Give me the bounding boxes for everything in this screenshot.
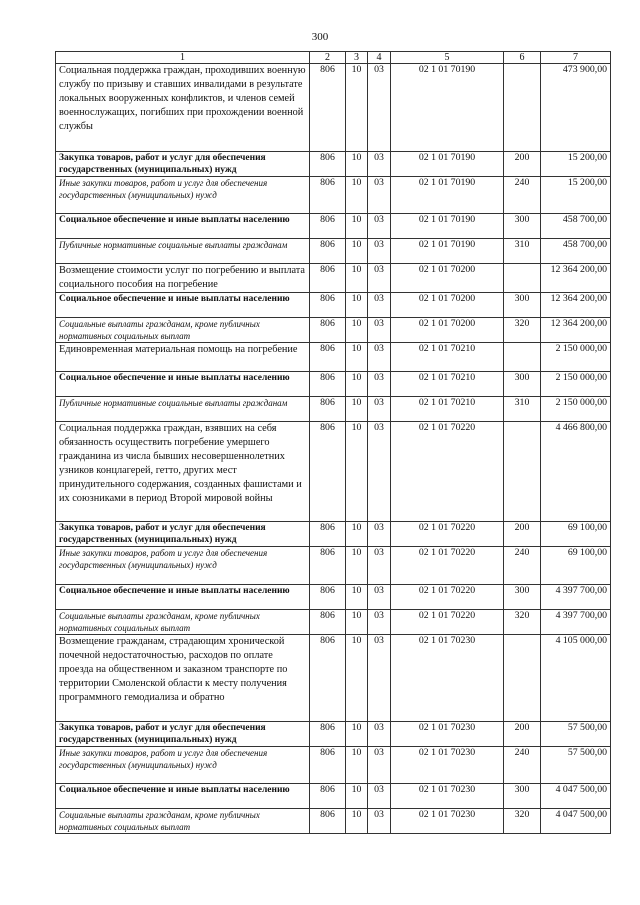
expense-type-cell — [504, 264, 541, 293]
section-cell: 10 — [346, 547, 368, 585]
subsection-cell: 03 — [368, 635, 391, 722]
expense-type-cell — [504, 422, 541, 522]
section-cell: 10 — [346, 809, 368, 834]
admin-code-cell: 806 — [310, 784, 346, 809]
amount-cell: 57 500,00 — [541, 747, 611, 784]
section-cell: 10 — [346, 784, 368, 809]
section-cell: 10 — [346, 264, 368, 293]
table-row — [56, 239, 611, 264]
target-article-cell: 02 1 01 70190 — [391, 214, 504, 239]
row-name-cell: Социальные выплаты гражданам, кроме публичных нормативных социальных выплат — [56, 809, 310, 834]
subsection-cell: 03 — [368, 177, 391, 214]
admin-code-cell: 806 — [310, 547, 346, 585]
amount-cell: 12 364 200,00 — [541, 264, 611, 293]
target-article-cell: 02 1 01 70190 — [391, 177, 504, 214]
admin-code-cell: 806 — [310, 747, 346, 784]
column-header: 7 — [541, 52, 611, 64]
table-row — [56, 722, 611, 747]
target-article-cell: 02 1 01 70210 — [391, 343, 504, 372]
admin-code-cell: 806 — [310, 64, 346, 152]
admin-code-cell: 806 — [310, 610, 346, 635]
subsection-cell: 03 — [368, 722, 391, 747]
column-header: 2 — [310, 52, 346, 64]
table-row — [56, 152, 611, 177]
page-number: 300 — [311, 31, 329, 43]
target-article-cell: 02 1 01 70190 — [391, 152, 504, 177]
table-row — [56, 547, 611, 585]
table-row — [56, 809, 611, 834]
row-name-cell: Закупка товаров, работ и услуг для обеспечения государственных (муниципальных) нужд — [56, 152, 310, 177]
amount-cell: 4 397 700,00 — [541, 610, 611, 635]
expense-type-cell: 200 — [504, 522, 541, 547]
column-header: 4 — [368, 52, 391, 64]
section-cell: 10 — [346, 522, 368, 547]
subsection-cell: 03 — [368, 522, 391, 547]
table-row — [56, 610, 611, 635]
table-body — [56, 64, 611, 834]
expense-type-cell: 200 — [504, 722, 541, 747]
header-row — [56, 52, 611, 64]
amount-cell: 57 500,00 — [541, 722, 611, 747]
section-cell: 10 — [346, 293, 368, 318]
amount-cell: 458 700,00 — [541, 239, 611, 264]
column-header: 5 — [391, 52, 504, 64]
subsection-cell: 03 — [368, 372, 391, 397]
admin-code-cell: 806 — [310, 177, 346, 214]
admin-code-cell: 806 — [310, 635, 346, 722]
section-cell: 10 — [346, 177, 368, 214]
row-name-cell: Социальная поддержка граждан, взявших на себя обязанность осуществить погребение умершего гражданина из числа бывших несовершеннолетних узников концлагерей, гетто, других мест принудительного содержания, созданных фашистами и их союзниками в период Второй мировой войны — [56, 422, 310, 522]
amount-cell: 4 466 800,00 — [541, 422, 611, 522]
admin-code-cell: 806 — [310, 152, 346, 177]
target-article-cell: 02 1 01 70190 — [391, 64, 504, 152]
table-row — [56, 177, 611, 214]
amount-cell: 2 150 000,00 — [541, 397, 611, 422]
expense-type-cell: 310 — [504, 239, 541, 264]
subsection-cell: 03 — [368, 547, 391, 585]
target-article-cell: 02 1 01 70200 — [391, 264, 504, 293]
row-name-cell: Возмещение стоимости услуг по погребению и выплата социального пособия на погребение — [56, 264, 310, 293]
subsection-cell: 03 — [368, 152, 391, 177]
row-name-cell: Закупка товаров, работ и услуг для обеспечения государственных (муниципальных) нужд — [56, 522, 310, 547]
row-name-cell: Социальное обеспечение и иные выплаты населению — [56, 585, 310, 610]
section-cell: 10 — [346, 64, 368, 152]
section-cell: 10 — [346, 152, 368, 177]
amount-cell: 69 100,00 — [541, 547, 611, 585]
admin-code-cell: 806 — [310, 422, 346, 522]
amount-cell: 15 200,00 — [541, 177, 611, 214]
subsection-cell: 03 — [368, 397, 391, 422]
subsection-cell: 03 — [368, 239, 391, 264]
row-name-cell: Социальные выплаты гражданам, кроме публичных нормативных социальных выплат — [56, 610, 310, 635]
section-cell: 10 — [346, 343, 368, 372]
expense-type-cell: 240 — [504, 547, 541, 585]
admin-code-cell: 806 — [310, 522, 346, 547]
row-name-cell: Социальное обеспечение и иные выплаты населению — [56, 214, 310, 239]
target-article-cell: 02 1 01 70220 — [391, 422, 504, 522]
budget-table — [55, 51, 611, 834]
target-article-cell: 02 1 01 70200 — [391, 318, 504, 343]
amount-cell: 473 900,00 — [541, 64, 611, 152]
amount-cell: 458 700,00 — [541, 214, 611, 239]
subsection-cell: 03 — [368, 214, 391, 239]
table-row — [56, 343, 611, 372]
row-name-cell: Социальная поддержка граждан, проходивших военную службу по призыву и ставших инвалидами в результате локальных вооруженных конфликтов, и членов семей военнослужащих, погибших при прохождении военной службы — [56, 64, 310, 152]
row-name-cell: Возмещение гражданам, страдающим хронической почечной недостаточностью, расходов по оплате проезда на общественном и заказном транспорте по территории Смоленской области к месту получения программного гемодиализа и обратно — [56, 635, 310, 722]
table-row — [56, 318, 611, 343]
table-row — [56, 422, 611, 522]
amount-cell: 69 100,00 — [541, 522, 611, 547]
table-row — [56, 372, 611, 397]
amount-cell: 4 105 000,00 — [541, 635, 611, 722]
section-cell: 10 — [346, 397, 368, 422]
admin-code-cell: 806 — [310, 372, 346, 397]
expense-type-cell: 240 — [504, 177, 541, 214]
admin-code-cell: 806 — [310, 397, 346, 422]
column-header: 1 — [56, 52, 310, 64]
subsection-cell: 03 — [368, 64, 391, 152]
admin-code-cell: 806 — [310, 239, 346, 264]
amount-cell: 2 150 000,00 — [541, 343, 611, 372]
target-article-cell: 02 1 01 70230 — [391, 635, 504, 722]
amount-cell: 12 364 200,00 — [541, 318, 611, 343]
expense-type-cell — [504, 64, 541, 152]
amount-cell: 12 364 200,00 — [541, 293, 611, 318]
table-row — [56, 64, 611, 152]
target-article-cell: 02 1 01 70200 — [391, 293, 504, 318]
expense-type-cell: 300 — [504, 214, 541, 239]
row-name-cell: Социальное обеспечение и иные выплаты населению — [56, 784, 310, 809]
subsection-cell: 03 — [368, 318, 391, 343]
column-header: 6 — [504, 52, 541, 64]
expense-type-cell: 300 — [504, 372, 541, 397]
column-header: 3 — [346, 52, 368, 64]
expense-type-cell: 310 — [504, 397, 541, 422]
table-row — [56, 635, 611, 722]
target-article-cell: 02 1 01 70210 — [391, 372, 504, 397]
target-article-cell: 02 1 01 70230 — [391, 747, 504, 784]
admin-code-cell: 806 — [310, 343, 346, 372]
target-article-cell: 02 1 01 70230 — [391, 722, 504, 747]
amount-cell: 4 047 500,00 — [541, 784, 611, 809]
target-article-cell: 02 1 01 70220 — [391, 547, 504, 585]
row-name-cell: Публичные нормативные социальные выплаты гражданам — [56, 397, 310, 422]
section-cell: 10 — [346, 585, 368, 610]
target-article-cell: 02 1 01 70210 — [391, 397, 504, 422]
admin-code-cell: 806 — [310, 809, 346, 834]
section-cell: 10 — [346, 610, 368, 635]
expense-type-cell — [504, 635, 541, 722]
row-name-cell: Социальное обеспечение и иные выплаты населению — [56, 372, 310, 397]
admin-code-cell: 806 — [310, 585, 346, 610]
row-name-cell: Социальные выплаты гражданам, кроме публичных нормативных социальных выплат — [56, 318, 310, 343]
subsection-cell: 03 — [368, 809, 391, 834]
table-row — [56, 264, 611, 293]
expense-type-cell: 320 — [504, 318, 541, 343]
row-name-cell: Иные закупки товаров, работ и услуг для обеспечения государственных (муниципальных) нужд — [56, 547, 310, 585]
section-cell: 10 — [346, 422, 368, 522]
row-name-cell: Публичные нормативные социальные выплаты гражданам — [56, 239, 310, 264]
section-cell: 10 — [346, 318, 368, 343]
section-cell: 10 — [346, 722, 368, 747]
table-row — [56, 214, 611, 239]
expense-type-cell: 320 — [504, 610, 541, 635]
target-article-cell: 02 1 01 70220 — [391, 522, 504, 547]
section-cell: 10 — [346, 214, 368, 239]
row-name-cell: Единовременная материальная помощь на погребение — [56, 343, 310, 372]
row-name-cell: Закупка товаров, работ и услуг для обеспечения государственных (муниципальных) нужд — [56, 722, 310, 747]
section-cell: 10 — [346, 372, 368, 397]
expense-type-cell: 300 — [504, 585, 541, 610]
expense-type-cell: 300 — [504, 784, 541, 809]
subsection-cell: 03 — [368, 293, 391, 318]
target-article-cell: 02 1 01 70230 — [391, 809, 504, 834]
subsection-cell: 03 — [368, 610, 391, 635]
amount-cell: 15 200,00 — [541, 152, 611, 177]
subsection-cell: 03 — [368, 747, 391, 784]
target-article-cell: 02 1 01 70230 — [391, 784, 504, 809]
subsection-cell: 03 — [368, 784, 391, 809]
section-cell: 10 — [346, 239, 368, 264]
section-cell: 10 — [346, 635, 368, 722]
table-row — [56, 747, 611, 784]
table-row — [56, 585, 611, 610]
admin-code-cell: 806 — [310, 264, 346, 293]
amount-cell: 4 397 700,00 — [541, 585, 611, 610]
table-row — [56, 293, 611, 318]
admin-code-cell: 806 — [310, 214, 346, 239]
amount-cell: 4 047 500,00 — [541, 809, 611, 834]
table-row — [56, 397, 611, 422]
expense-type-cell: 240 — [504, 747, 541, 784]
expense-type-cell: 200 — [504, 152, 541, 177]
row-name-cell: Иные закупки товаров, работ и услуг для обеспечения государственных (муниципальных) нужд — [56, 747, 310, 784]
target-article-cell: 02 1 01 70220 — [391, 585, 504, 610]
subsection-cell: 03 — [368, 585, 391, 610]
admin-code-cell: 806 — [310, 293, 346, 318]
table-row — [56, 522, 611, 547]
target-article-cell: 02 1 01 70190 — [391, 239, 504, 264]
expense-type-cell: 300 — [504, 293, 541, 318]
admin-code-cell: 806 — [310, 318, 346, 343]
row-name-cell: Социальное обеспечение и иные выплаты населению — [56, 293, 310, 318]
expense-type-cell — [504, 343, 541, 372]
subsection-cell: 03 — [368, 343, 391, 372]
target-article-cell: 02 1 01 70220 — [391, 610, 504, 635]
subsection-cell: 03 — [368, 264, 391, 293]
admin-code-cell: 806 — [310, 722, 346, 747]
row-name-cell: Иные закупки товаров, работ и услуг для обеспечения государственных (муниципальных) нужд — [56, 177, 310, 214]
amount-cell: 2 150 000,00 — [541, 372, 611, 397]
subsection-cell: 03 — [368, 422, 391, 522]
table-row — [56, 784, 611, 809]
expense-type-cell: 320 — [504, 809, 541, 834]
section-cell: 10 — [346, 747, 368, 784]
